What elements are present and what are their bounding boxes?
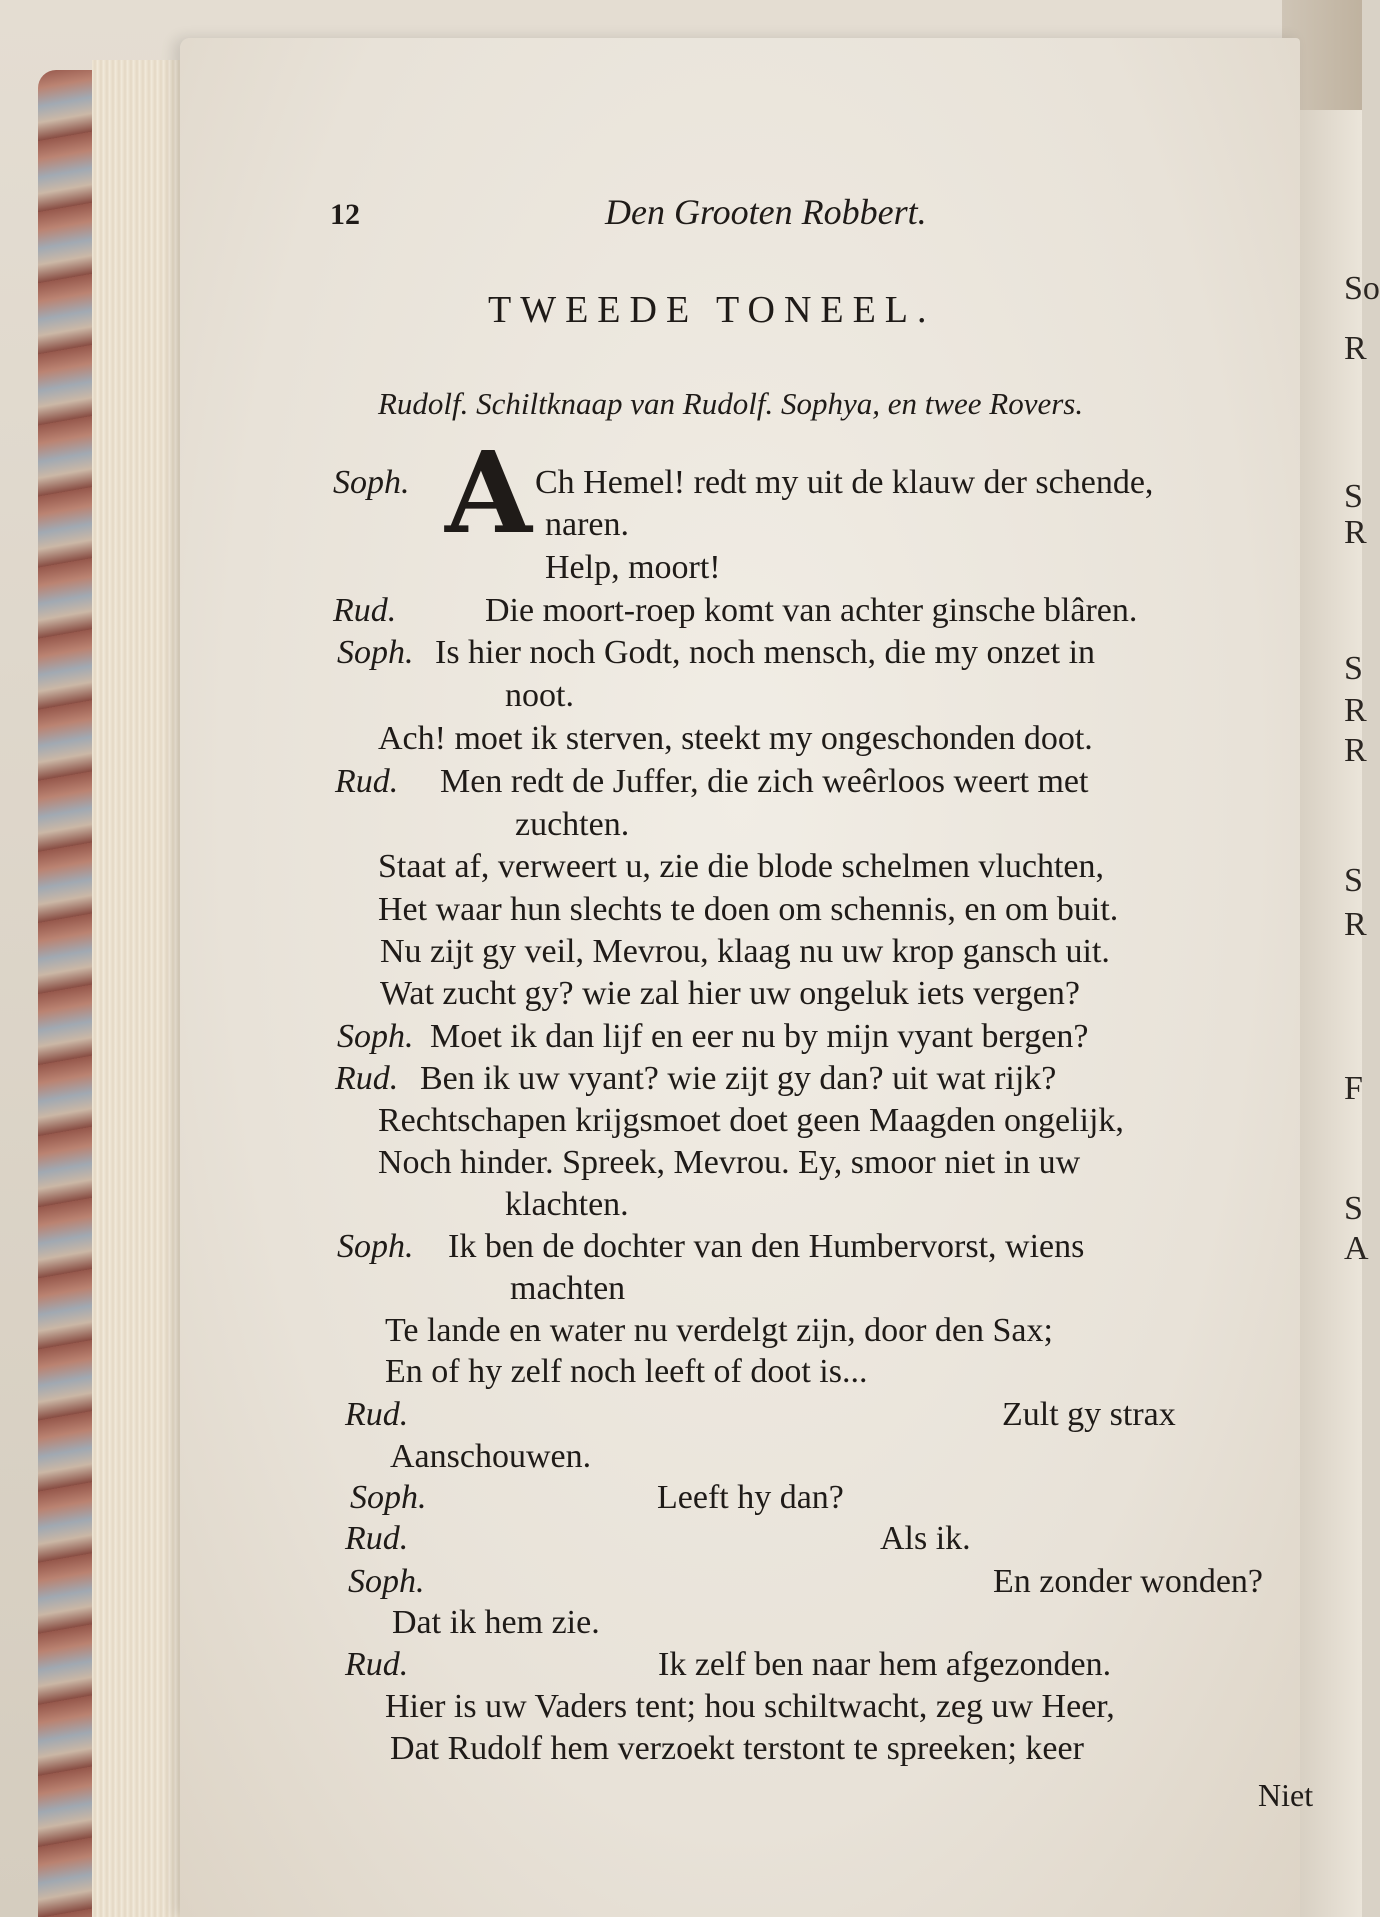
catchword: Niet (1258, 1777, 1314, 1813)
verse-line: zuchten. (515, 806, 630, 843)
verse-line: Leeft hy dan? (657, 1479, 844, 1516)
verse-line: Ben ik uw vyant? wie zijt gy dan? uit wat rijk? (420, 1060, 1057, 1097)
facing-page-fragment: So (1344, 270, 1380, 307)
facing-page-fragment: R (1344, 732, 1367, 769)
speaker-label: Soph. (337, 634, 414, 671)
speaker-label: Rud. (335, 763, 399, 800)
verse-line: Hier is uw Vaders tent; hou schiltwacht, zeg uw Heer, (385, 1688, 1115, 1725)
verse-line: Ik ben de dochter van den Humbervorst, wiens (448, 1228, 1085, 1265)
verse-line: noot. (505, 677, 574, 714)
verse-line: Aanschouwen. (390, 1438, 592, 1475)
speaker-label: Rud. (345, 1520, 409, 1557)
verse-line: Help, moort! (545, 549, 721, 586)
speaker-label: Soph. (348, 1563, 425, 1600)
verse-line: Dat Rudolf hem verzoekt terstont te spreeken; keer (390, 1730, 1084, 1767)
facing-page-fragment: R (1344, 692, 1367, 729)
verse-line: Wat zucht gy? wie zal hier uw ongeluk iets vergen? (380, 975, 1080, 1012)
running-title: Den Grooten Robbert. (605, 192, 927, 232)
verse-line: Die moort-roep komt van achter ginsche blâren. (485, 592, 1138, 629)
verse-line: Dat ik hem zie. (392, 1604, 600, 1641)
page-number: 12 (330, 198, 360, 231)
speaker-label: Rud. (345, 1396, 409, 1433)
verse-line: machten (510, 1270, 626, 1307)
verse-line: Noch hinder. Spreek, Mevrou. Ey, smoor niet in uw (378, 1144, 1081, 1181)
verse-line: Rechtschapen krijgsmoet doet geen Maagden ongelijk, (378, 1102, 1124, 1139)
facing-page-fragment: R (1344, 330, 1367, 367)
facing-page-fragment: S (1344, 478, 1363, 515)
speaker-label: Soph. (350, 1479, 427, 1516)
verse-line: Nu zijt gy veil, Mevrou, klaag nu uw krop gansch uit. (380, 933, 1110, 970)
verse-line: En zonder wonden? (993, 1563, 1264, 1600)
facing-page-fragment: R (1344, 906, 1367, 943)
verse-line: Te lande en water nu verdelgt zijn, door den Sax; (385, 1312, 1053, 1349)
facing-page-fragment: A (1344, 1230, 1369, 1267)
cast-list: Rudolf. Schiltknaap van Rudolf. Sophya, en twee Rovers. (378, 386, 1084, 421)
verse-line: klachten. (505, 1186, 629, 1223)
speaker-label: Soph. (337, 1228, 414, 1265)
facing-page-fragment: R (1344, 514, 1367, 551)
verse-line: Moet ik dan lijf en eer nu by mijn vyant bergen? (430, 1018, 1089, 1055)
verse-line: Staat af, verweert u, zie die blode schelmen vluchten, (378, 848, 1104, 885)
facing-page-fragment: S (1344, 862, 1363, 899)
verse-line: Ch Hemel! redt my uit de klauw der schende, (535, 464, 1154, 501)
speaker-label: Rud. (333, 592, 397, 629)
speaker-label: Soph. (337, 1018, 414, 1055)
speaker-label: Rud. (345, 1646, 409, 1683)
speaker-label: Rud. (335, 1060, 399, 1097)
verse-line: Men redt de Juffer, die zich weêrloos weert met (440, 763, 1089, 800)
verse-line: Ach! moet ik sterven, steekt my ongeschonden doot. (378, 720, 1093, 757)
facing-page-fragment: S (1344, 650, 1363, 687)
facing-page-fragment: F (1344, 1070, 1363, 1107)
speaker-label: Soph. (333, 464, 410, 501)
scene-title: TWEEDE TONEEL. (488, 289, 936, 331)
facing-page-fragment: S (1344, 1190, 1363, 1227)
verse-line: Is hier noch Godt, noch mensch, die my onzet in (435, 634, 1096, 671)
verse-line: naren. (545, 506, 630, 543)
verse-line: En of hy zelf noch leeft of doot is... (385, 1353, 868, 1390)
verse-line: Ik zelf ben naar hem afgezonden. (658, 1646, 1112, 1683)
drop-cap: A (445, 428, 532, 559)
verse-line: Zult gy strax (1002, 1396, 1176, 1433)
verse-line: Het waar hun slechts te doen om schennis, en om buit. (378, 891, 1119, 928)
verse-line: Als ik. (880, 1520, 971, 1557)
